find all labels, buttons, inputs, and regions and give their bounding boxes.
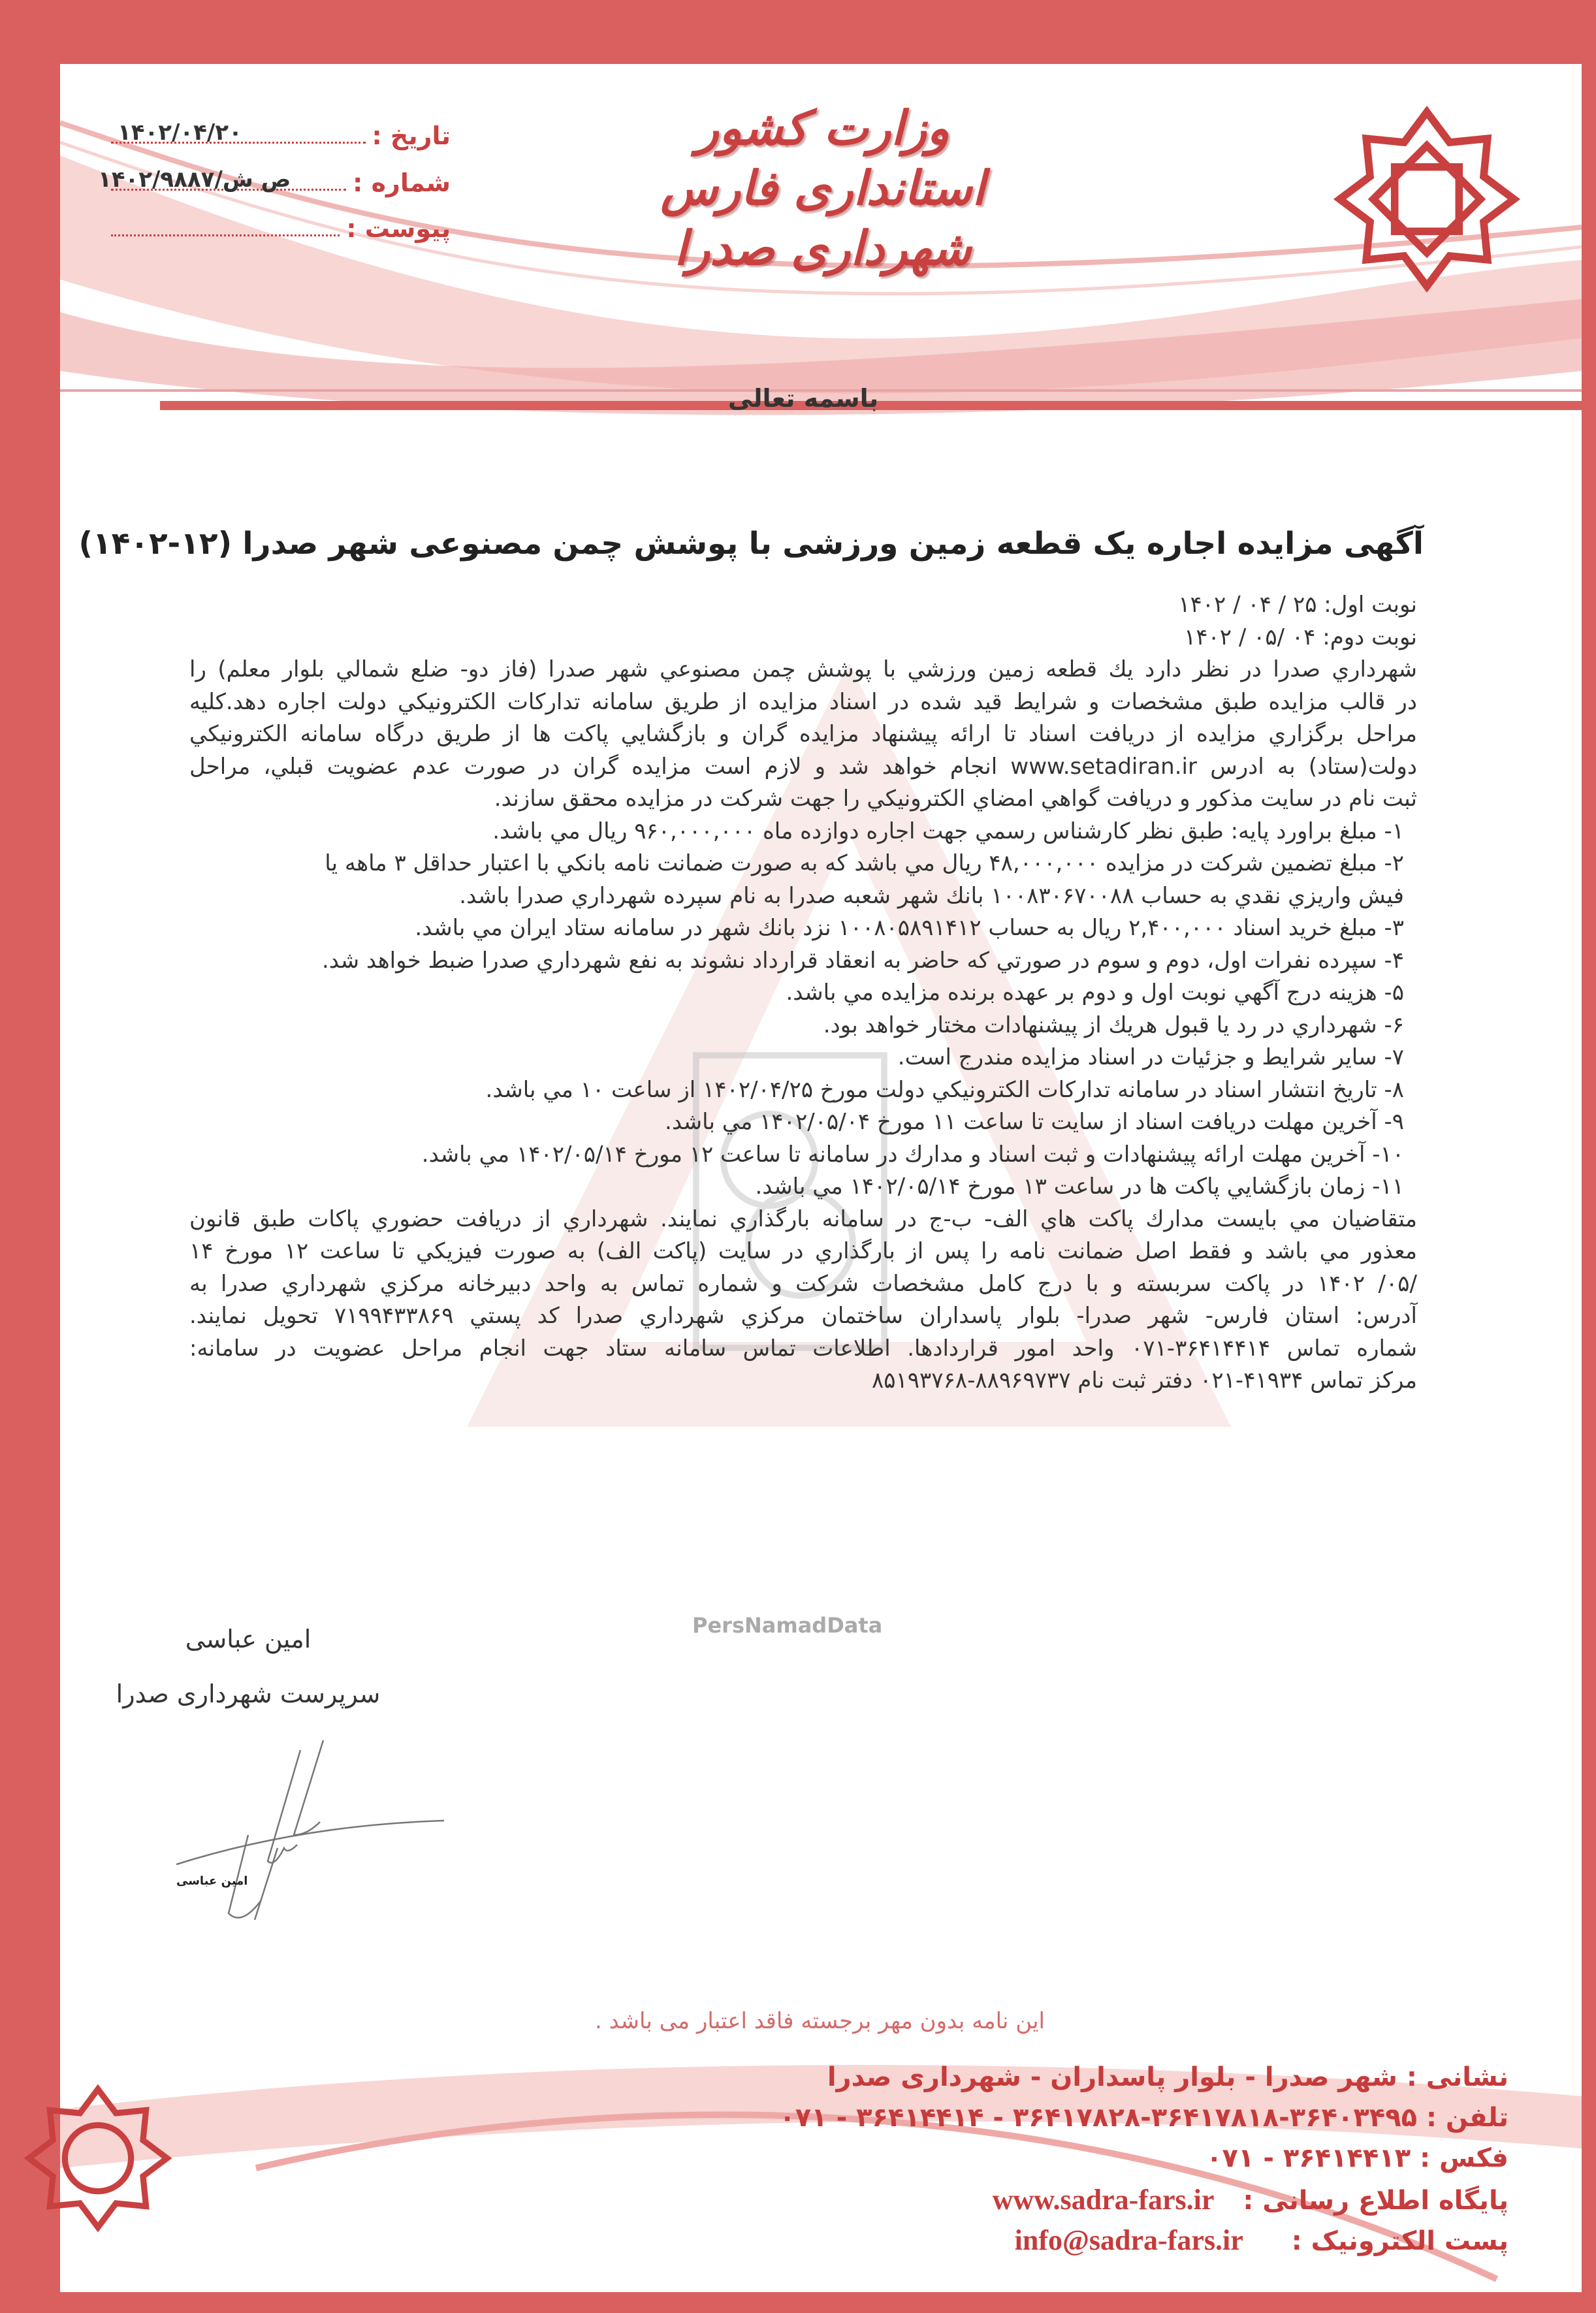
watermark-text: PersNamadData [692, 1613, 883, 1638]
signature-stamp-name: امین عباسی [176, 1874, 248, 1888]
body-line: شماره تماس ۳۶۴۱۴۴۱۴-۰۷۱ واحد امور قراردادها. اطلاعات تماس سامانه ستاد جهت انجام مراحل عضويت در سامانه: [189, 1335, 1417, 1362]
condition-item: ۹- آخرين مهلت دريافت اسناد از سايت تا ساعت ۱۱ مورخ ۱۴۰۲/۰۵/۰۴ مي باشد. [665, 1109, 1404, 1135]
condition-item: ۴- سپرده نفرات اول، دوم و سوم در صورتي كه حاضر به انعقاد قرارداد نشوند به نفع شهرداري صدرا ضبط خواهد شد. [321, 947, 1404, 974]
website-label: پایگاه اطلاع رسانی : [1243, 2186, 1508, 2216]
signatory-title: سرپرست شهرداری صدرا [116, 1680, 381, 1708]
date-value: ۱۴۰۲/۰۴/۲۰ [118, 120, 242, 146]
handwritten-signature [170, 1737, 470, 1933]
municipality-logo-icon [1332, 104, 1522, 294]
body-line: شهرداري صدرا در نظر دارد يك قطعه زمين ورزشي با پوشش چمن مصنوعي شهر صدرا (فاز دو- ضلع شمالي بلوار معلم) را [189, 656, 1417, 682]
condition-item: ۶- شهرداري در رد يا قبول هريك از پيشنهادات مختار خواهد بود. [823, 1012, 1404, 1038]
email-label: پست الکترونیک : [1291, 2226, 1508, 2256]
footer-phone: تلفن : ۳۶۴۰۳۴۹۵-۳۶۴۱۷۸۱۸-۳۶۴۱۷۸۲۸ - ۳۶۴۱۴۴۱۴ - ۰۷۱ [779, 2103, 1508, 2133]
basmala: باسمه تعالی [727, 384, 879, 413]
condition-item: ۱۰- آخرين مهلت ارائه پيشنهادات و ثبت اسناد و مدارك در سامانه تا ساعت ۱۲ مورخ ۱۴۰۲/۰۵/۱۴ مي باشد. [421, 1141, 1404, 1168]
page-border-left [0, 0, 60, 2313]
page-border-bottom [0, 2292, 1596, 2313]
body-line: نوبت اول: ۲۵ / ۰۴ / ۱۴۰۲ [1178, 592, 1417, 618]
number-label: شماره : [353, 168, 451, 197]
number-value: ص ش/۱۴۰۲/۹۸۸۷ [98, 167, 291, 193]
body-line: ثبت نام در سايت مذكور و دريافت گواهي امضاي الكترونيكي را جهت شركت در مزايده محقق سازند. [494, 786, 1417, 812]
body-line: متقاضيان مي بايست مدارك پاكت هاي الف- ب-ج در سامانه بارگذاري نمايند. شهرداري از دريافت حضوري پاكات طبق قانون [189, 1205, 1417, 1232]
attachment-label: پیوست : [346, 214, 451, 243]
condition-item: ۸- تاريخ انتشار اسناد در سامانه تداركات الكترونيكي دولت مورخ ۱۴۰۲/۰۴/۲۵ از ساعت ۱۰ مي باشد. [485, 1076, 1404, 1103]
body-line: در قالب مزايده طبق مشخصات و شرايط قيد شده در اسناد مزايده از طريق سامانه تداركات الكترونيكي دولت اجاره دهد.كليه [189, 688, 1417, 715]
condition-item: فيش واريزي نقدي به حساب ۱۰۰۸۳۰۶۷۰۰۸۸ بانك شهر شعبه صدرا به نام سپرده شهرداري صدرا باشد. [459, 882, 1404, 909]
body-line: مراحل برگزاري مزايده از دريافت اسناد تا ارائه پيشنهاد مزايده گران و بازگشايي پاكت ها از طريق درگاه سامانه الكترونيكي [189, 721, 1417, 747]
number-field [98, 165, 451, 197]
condition-item: ۱۱- زمان بازگشايي پاكت ها در ساعت ۱۳ مورخ ۱۴۰۲/۰۵/۱۴ مي باشد. [755, 1173, 1404, 1200]
signatory-name: امین عباسی [185, 1625, 311, 1653]
condition-item: ۳- مبلغ خريد اسناد ۲,۴۰۰,۰۰۰ ريال به حساب ۱۰۰۸۰۵۸۹۱۴۱۲ نزد بانك شهر در سامانه ستاد ايران مي باشد. [415, 915, 1404, 941]
page-border-right [1582, 0, 1596, 2313]
condition-item: ۲- مبلغ تضمين شركت در مزايده ۴۸,۰۰۰,۰۰۰ ريال مي باشد كه به صورت ضمانت نامه بانكي با اعتبار حداقل ۳ ماهه يا [325, 850, 1404, 876]
organization-header [614, 98, 1032, 278]
org-ministry: وزارت کشور [696, 100, 950, 155]
condition-item: ۱- مبلغ براورد پايه: طبق نظر كارشناس رسمي جهت اجاره دوازده ماه ۹۶۰,۰۰۰,۰۰۰ ريال مي باشد. [492, 818, 1404, 844]
condition-item: ۷- ساير شرايط و جزئيات در اسناد مزايده مندرج است. [897, 1044, 1404, 1070]
org-governorate: استانداری فارس [660, 160, 985, 215]
footer-website-row [653, 2183, 1508, 2216]
date-label: تاریخ : [372, 121, 451, 150]
body-line: آدرس: استان فارس- شهر صدرا- بلوار پاسداران ساختمان مركزي شهرداري صدرا كد پستي ۷۱۹۹۴۳۳۸۶۹ تحويل نمايند. [189, 1303, 1417, 1329]
footer-email-row [653, 2224, 1508, 2257]
condition-item: ۵- هزينه درج آگهي نوبت اول و دوم بر عهده برنده مزايده مي باشد. [786, 980, 1404, 1006]
validity-note: این نامه بدون مهر برجسته فاقد اعتبار می باشد . [595, 2008, 1045, 2034]
body-line: نوبت دوم: ۰۴ /۰۵ / ۱۴۰۲ [1183, 624, 1417, 650]
document-body [189, 589, 1417, 1397]
footer-address: نشانی : شهر صدرا - بلوار پاسداران - شهرداری صدرا [827, 2062, 1508, 2092]
date-field [111, 118, 451, 150]
attachment-field [111, 210, 451, 243]
website-link[interactable]: www.sadra-fars.ir [992, 2184, 1215, 2216]
email-link[interactable]: info@sadra-fars.ir [1014, 2224, 1243, 2256]
body-line: معذور مي باشد و فقط اصل ضمانت نامه را پس از بارگذاري در سايت (پاكت الف) به صورت فيزيكي تا ساعت ۱۲ مورخ ۱۴ [189, 1238, 1417, 1264]
body-line: دولت(ستاد) به ادرس www.setadiran.ir انجام خواهد شد و لازم است مزايده گران در صورت عدم عضويت قبلي، مراحل [189, 753, 1417, 780]
page-border-top [0, 0, 1596, 64]
document-title: آگهی مزایده اجاره یک قطعه زمین ورزشی با پوشش چمن مصنوعی شهر صدرا (۱۲-۱۴۰۲) [78, 526, 1424, 562]
org-municipality: شهرداری صدرا [674, 220, 972, 276]
footer-logo-icon [23, 2083, 173, 2233]
body-line: /۰۵/ ۱۴۰۲ در پاكت سربسته و با درج كامل مشخصات شركت و شماره تماس به واحد دبيرخانه مركزي شهرداري صدرا به [189, 1270, 1417, 1297]
body-line: مركز تماس ۴۱۹۳۴-۰۲۱ دفتر ثبت نام ۸۸۹۶۹۷۳۷-۸۵۱۹۳۷۶۸ [872, 1367, 1417, 1394]
footer-fax: فکس : ۳۶۴۱۴۴۱۳ - ۰۷۱ [1206, 2143, 1508, 2173]
